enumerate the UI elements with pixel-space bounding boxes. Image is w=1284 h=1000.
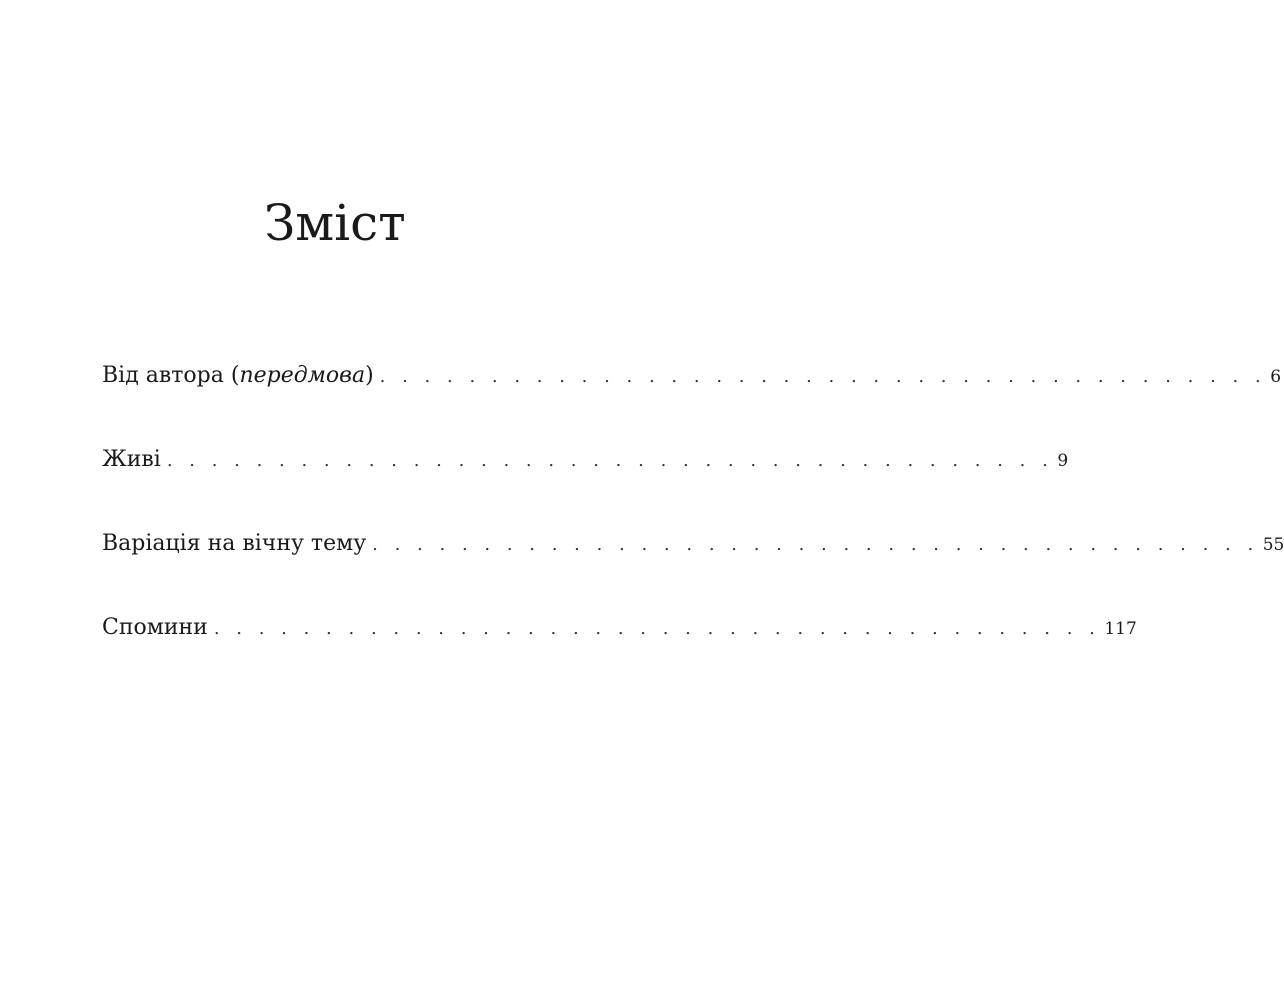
toc-page-number: 55 (1262, 535, 1284, 555)
toc-entry-label-suffix: ) (365, 363, 374, 388)
toc-entry (102, 440, 1069, 524)
dot-leader: . . . . . . . . . . . . . . . . . . . . . . . . . . . . . . . . . . . . . . . . (166, 450, 1054, 471)
toc-entry-label-text: Від автора ( (102, 363, 240, 388)
toc-entry-label-text: Живі (102, 447, 161, 472)
toc-entry-label (102, 524, 372, 564)
toc-entry (102, 608, 1137, 692)
dot-leader: . . . . . . . . . . . . . . . . . . . . . . . . . . . . . . . . . . . . . . . . (379, 366, 1267, 387)
toc-entry-label (102, 608, 214, 648)
toc-entry (102, 356, 1282, 440)
toc-page-number: 9 (1057, 451, 1069, 471)
toc-entry-label (102, 440, 167, 480)
toc-page-number: 117 (1104, 619, 1137, 639)
toc-entry-label (102, 356, 380, 396)
toc-entry-label-text: Спомини (102, 615, 208, 640)
toc-page-number: 6 (1270, 367, 1282, 387)
table-of-contents (102, 356, 1284, 692)
dot-leader: . . . . . . . . . . . . . . . . . . . . . . . . . . . . . . . . . . . . . . . . (372, 534, 1259, 555)
toc-entry-label-text: Варіація на вічну тему (102, 531, 367, 556)
page-title: Зміст (264, 194, 406, 252)
toc-entry (102, 524, 1284, 608)
toc-entry-label-italic: передмова (239, 363, 366, 388)
dot-leader: . . . . . . . . . . . . . . . . . . . . . . . . . . . . . . . . . . . . . . . . (213, 618, 1101, 639)
